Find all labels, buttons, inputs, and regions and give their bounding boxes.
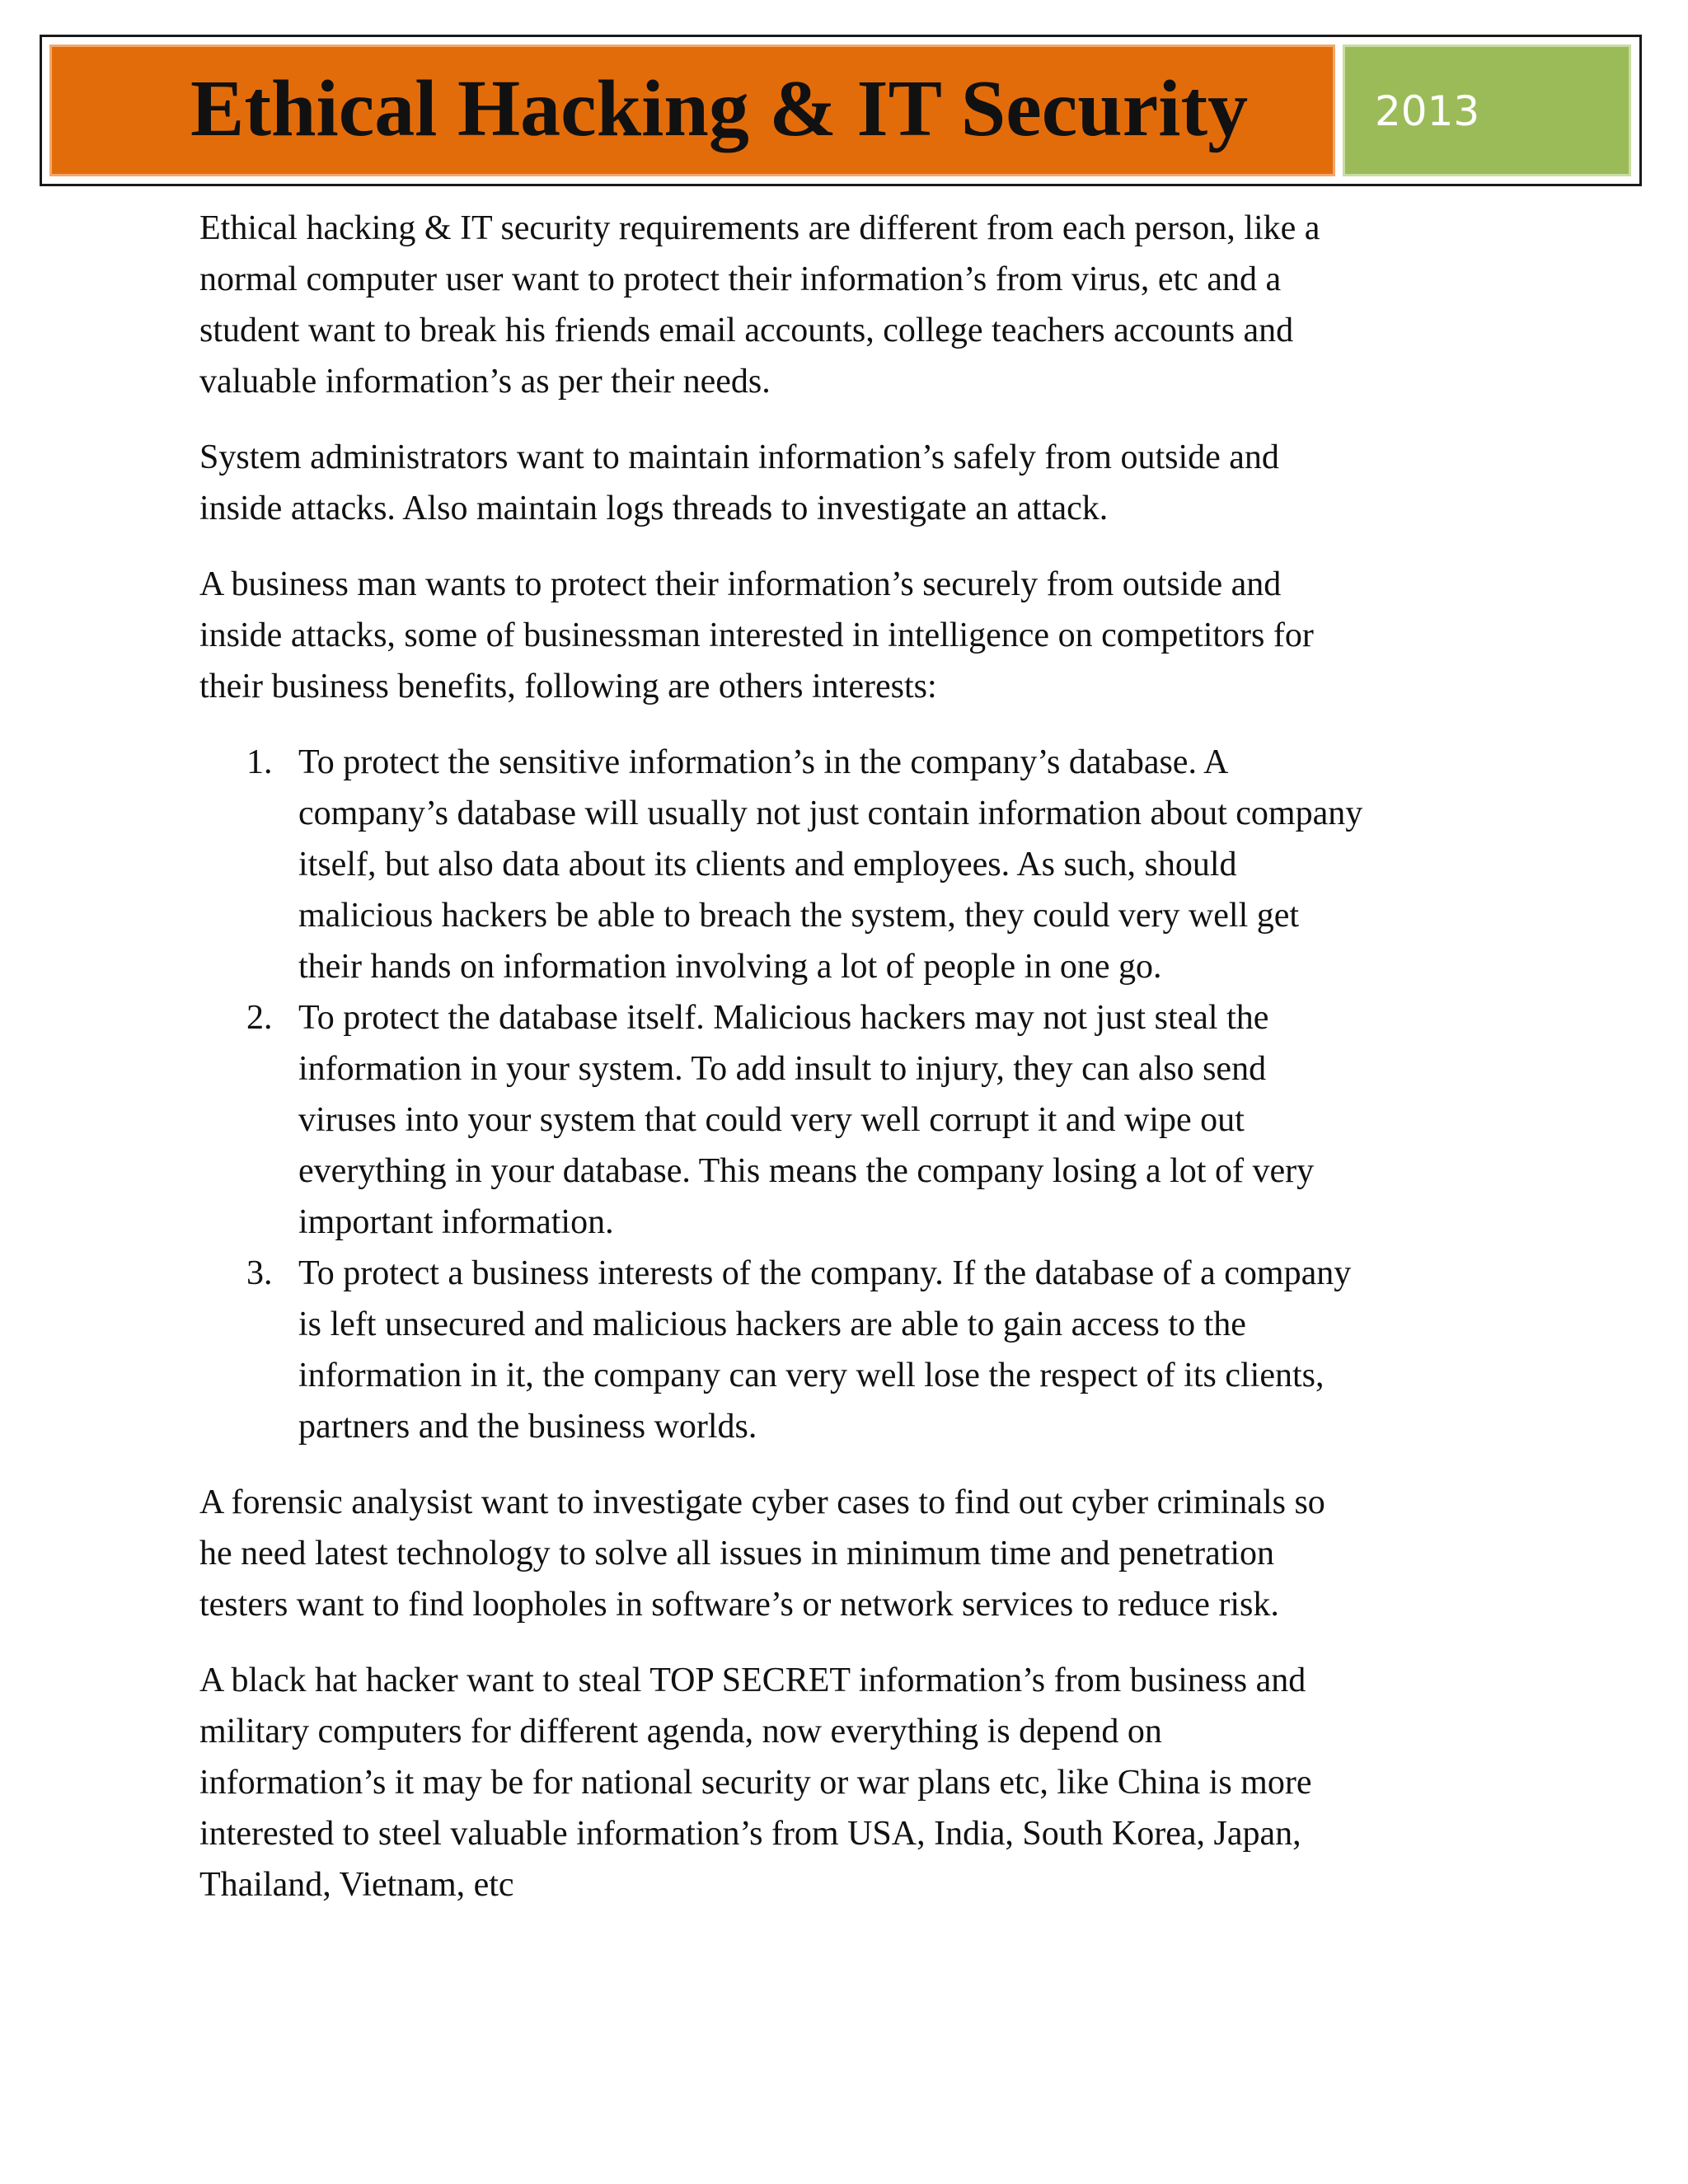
list-item-line: information in your system. To add insult to injury, they can also send (298, 1050, 1267, 1088)
paragraph (199, 1655, 1535, 1910)
list-item-line: their hands on information involving a lot of people in one go. (298, 948, 1162, 986)
list-item-line: company’s database will usually not just contain information about company (298, 794, 1363, 832)
list-item-line: is left unsecured and malicious hackers are able to gain access to the (298, 1305, 1246, 1343)
paragraph-line: student want to break his friends email accounts, college teachers accounts and (199, 312, 1294, 349)
paragraph-line: their business benefits, following are others interests: (199, 668, 937, 705)
list-item-line: itself, but also data about its clients and employees. As such, should (298, 846, 1237, 883)
paragraph-line: A business man wants to protect their information’s securely from outside and (199, 565, 1282, 603)
title-box (49, 45, 1335, 176)
paragraph-line: Thailand, Vietnam, etc (199, 1866, 514, 1904)
paragraph (199, 559, 1535, 712)
paragraph-line: inside attacks, some of businessman interested in intelligence on competitors for (199, 616, 1314, 654)
list-item-number: 2. (246, 999, 273, 1037)
paragraph-line: A forensic analysist want to investigate cyber cases to find out cyber criminals so (199, 1483, 1325, 1521)
header-banner (40, 35, 1642, 186)
list-item-line: information in it, the company can very well lose the respect of its clients, (298, 1357, 1325, 1394)
paragraph-line: A black hat hacker want to steal TOP SECRET information’s from business and (199, 1661, 1306, 1699)
list-item-line: malicious hackers be able to breach the system, they could very well get (298, 897, 1300, 935)
list-item (199, 737, 1535, 992)
paragraph-line: interested to steel valuable information’s from USA, India, South Korea, Japan, (199, 1815, 1301, 1853)
list-item-line: important information. (298, 1203, 614, 1241)
paragraph (199, 203, 1535, 407)
interests-list (199, 737, 1535, 1452)
list-item-line: To protect the sensitive information’s in the company’s database. A (298, 743, 1229, 781)
paragraph-line: testers want to find loopholes in software’s or network services to reduce risk. (199, 1586, 1279, 1624)
paragraph-line: military computers for different agenda, now everything is depend on (199, 1713, 1162, 1750)
list-item-line: partners and the business worlds. (298, 1408, 757, 1446)
list-item-line: everything in your database. This means the company losing a lot of very (298, 1152, 1315, 1190)
document-year: 2013 (1375, 87, 1480, 135)
paragraph-line: Ethical hacking & IT security requirements are different from each person, like a (199, 209, 1320, 247)
list-item-line: To protect a business interests of the company. If the database of a company (298, 1254, 1352, 1292)
list-item-number: 1. (246, 743, 273, 781)
list-item-number: 3. (246, 1254, 273, 1292)
paragraph (199, 1477, 1535, 1630)
paragraph-line: information’s it may be for national security or war plans etc, like China is more (199, 1764, 1312, 1802)
paragraph-line: inside attacks. Also maintain logs threads to investigate an attack. (199, 490, 1109, 527)
document-body (199, 203, 1535, 1935)
list-item-line: To protect the database itself. Malicious hackers may not just steal the (298, 999, 1269, 1037)
list-item (199, 1248, 1535, 1452)
list-item (199, 992, 1535, 1248)
paragraph-line: System administrators want to maintain information’s safely from outside and (199, 438, 1279, 476)
paragraph (199, 432, 1535, 534)
list-item-line: viruses into your system that could very well corrupt it and wipe out (298, 1101, 1245, 1139)
paragraph-line: valuable information’s as per their needs. (199, 363, 771, 401)
paragraph-line: he need latest technology to solve all issues in minimum time and penetration (199, 1535, 1275, 1572)
paragraph-line: normal computer user want to protect their information’s from virus, etc and a (199, 260, 1282, 298)
year-box (1343, 45, 1631, 176)
document-title: Ethical Hacking & IT Security (190, 64, 1249, 153)
